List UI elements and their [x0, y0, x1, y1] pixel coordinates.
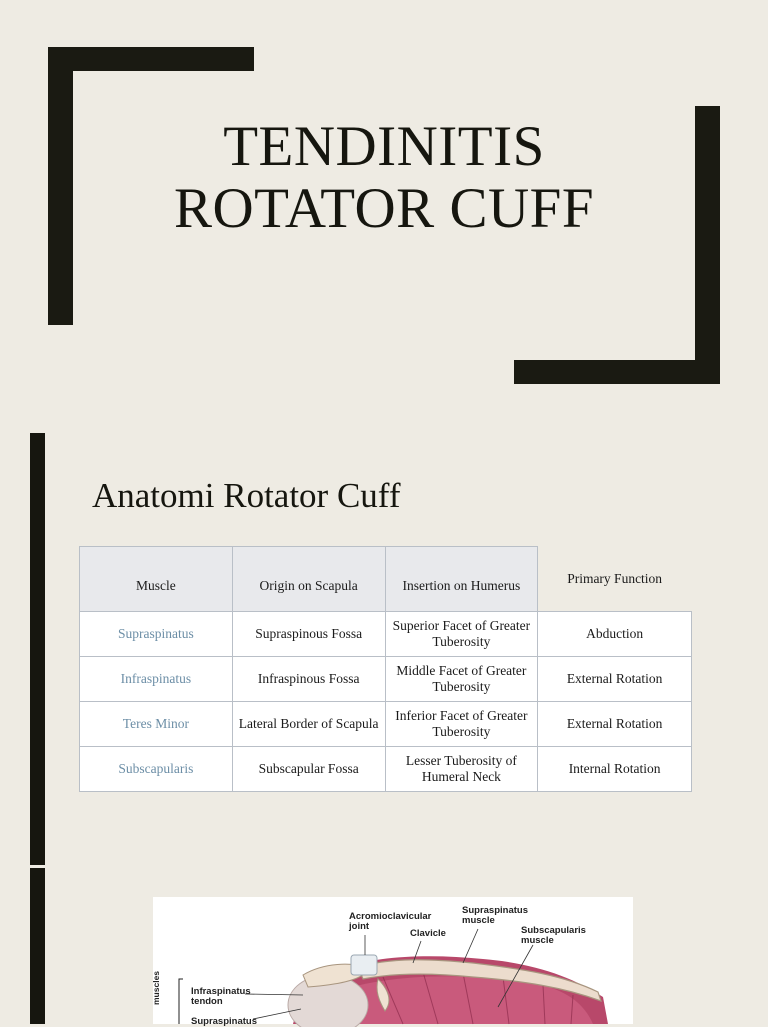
table-row [80, 747, 692, 792]
accent-rule [30, 433, 45, 865]
table-row [80, 612, 692, 657]
header-origin: Origin on Scapula [232, 547, 385, 612]
label-infraspinatus-tendon: Infraspinatus tendon [191, 986, 251, 1007]
label-supraspinatus-partial: Supraspinatus [191, 1016, 257, 1027]
cell-muscle[interactable]: Supraspinatus [80, 612, 233, 657]
section-heading: Anatomi Rotator Cuff [92, 476, 401, 515]
cell-origin: Lateral Border of Scapula [232, 702, 385, 747]
cell-function: External Rotation [538, 702, 692, 747]
cell-insertion: Inferior Facet of Greater Tuberosity [385, 702, 538, 747]
cell-origin: Infraspinous Fossa [232, 657, 385, 702]
slide-title-line-1: TENDINITIS [223, 115, 545, 178]
header-insertion: Insertion on Humerus [385, 547, 538, 612]
header-function: Primary Function [538, 547, 692, 612]
cell-function: Abduction [538, 612, 692, 657]
cell-function: Internal Rotation [538, 747, 692, 792]
label-clavicle: Clavicle [410, 928, 446, 939]
label-subscapularis-muscle: Subscapularis muscle [521, 925, 586, 946]
cell-origin: Supraspinous Fossa [232, 612, 385, 657]
cell-insertion: Middle Facet of Greater Tuberosity [385, 657, 538, 702]
table-row [80, 702, 692, 747]
rotator-cuff-table [79, 546, 692, 792]
table-row [80, 657, 692, 702]
label-supraspinatus-muscle: Supraspinatus muscle [462, 905, 528, 926]
cell-muscle[interactable]: Infraspinatus [80, 657, 233, 702]
shoulder-anatomy-figure [151, 897, 633, 1027]
cell-insertion: Lesser Tuberosity of Humeral Neck [385, 747, 538, 792]
header-muscle: Muscle [80, 547, 233, 612]
slide-title-line-2: ROTATOR CUFF [173, 177, 595, 240]
cell-function: External Rotation [538, 657, 692, 702]
cell-origin: Subscapular Fossa [232, 747, 385, 792]
label-muscles-vertical: muscles [151, 970, 161, 1005]
slide-title [0, 116, 768, 240]
table-header-row [80, 547, 692, 612]
cell-muscle[interactable]: Subscapularis [80, 747, 233, 792]
frame-bottom-right-horizontal [514, 360, 720, 384]
cell-muscle[interactable]: Teres Minor [80, 702, 233, 747]
accent-rule-lower [30, 868, 45, 1024]
frame-top-left-horizontal [48, 47, 254, 71]
label-acromioclavicular-joint: Acromioclavicular joint [349, 911, 432, 932]
cell-insertion: Superior Facet of Greater Tuberosity [385, 612, 538, 657]
